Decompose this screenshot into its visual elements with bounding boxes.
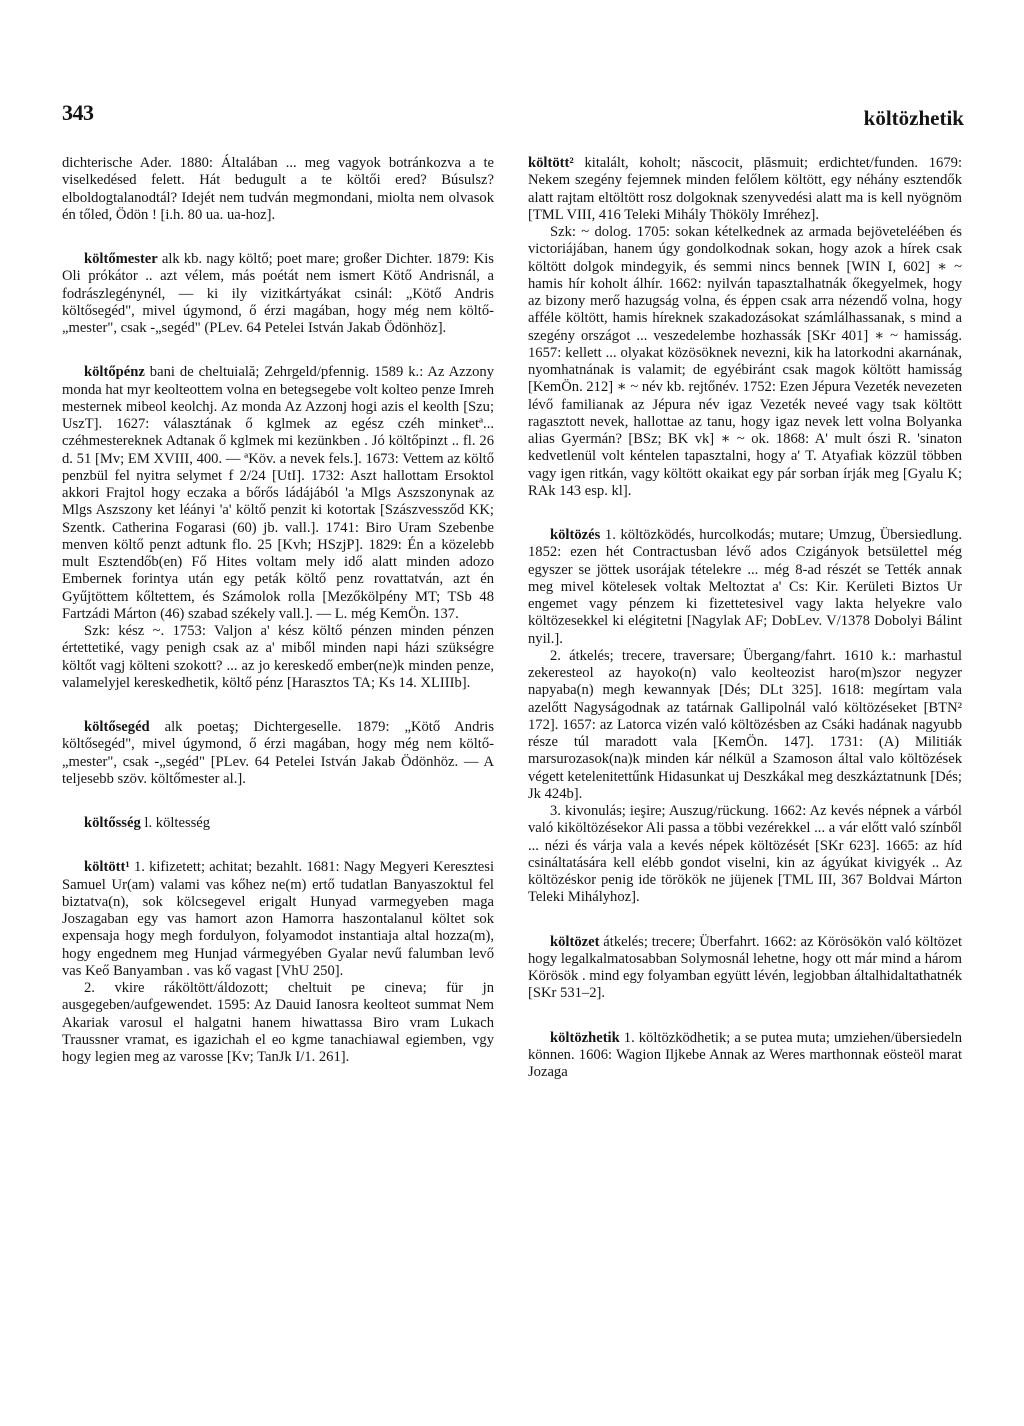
entry-koltott-2 <box>528 155 962 500</box>
entry-text <box>62 719 494 788</box>
entry-koltozhetik <box>528 1030 962 1082</box>
entry-koltosegéd <box>62 719 494 788</box>
subsense: 2. vkire ráköltött/áldozott; cheltuit pe cineva; für jn ausgegeben/aufgewendet. 1595: Az Dauid Ianosra keolteot summat Nem Akariak varosul el halgatni hanem hiwattassa Biro vram Lukach Traussner vramat, es igazichah el eo kgme tanachiawal egiemben, vgy hogy legien meg az varosse [Kv; TanJk I/1. 261]. <box>62 980 494 1065</box>
right-column <box>528 155 962 1108</box>
entry-continued <box>62 155 494 224</box>
left-column <box>62 155 494 1093</box>
entry-koltozes <box>528 527 962 907</box>
entry-text <box>528 527 962 648</box>
page-number: 343 <box>62 100 94 125</box>
definition: kitalált, koholt; născocit, plăsmuit; erdichtet/funden. 1679: Nekem szegény fejemnek minden felőlem költött, egy néhány esztendők alatt rajtam eltöltött rosz dolgoknak szenyvedési alatt ma is kell nyögnöm [TML VIII, 416 Teleki Mihály Thököly Imréhez]. <box>528 155 962 223</box>
subsense: 3. kivonulás; ieşire; Auszug/rückung. 1662: Az kevés népnek a várból való kiköltözésekor Ali passa a többi vezérekkel ... a vár előtt való színből ... nézi és várja vala a kevés népek költözését [SKr 623]. 1665: az híd csináltatására kell elébb gondot viselni, kin az ágyúkat kivigyék .. Az költözéskor penig ide törökök ne jüjenek [TML III, 367 Boldvai Márton Teleki Mihályhoz]. <box>528 803 962 906</box>
headword: költözhetik <box>550 1029 620 1046</box>
headword: költőpénz <box>84 364 145 381</box>
headword: költött² <box>528 155 574 171</box>
headword: költősség <box>84 815 141 831</box>
subsense: Szk: kész ~. 1753: Valjon a' kész költő pénzen minden pénzen értettetiké, vagy penigh csak az a' miből minden napi házi szükségre költőt vagj költeni szokott? ... az jo kereskedő ember(ne)k minden penze, valamelyjel kereskedhetik, költő pénz [Harasztos TA; Ks 14. XLIIIb]. <box>62 623 494 691</box>
definition: l. költesség <box>144 815 211 831</box>
headword: költözet <box>550 933 600 950</box>
entry-text <box>528 155 962 224</box>
definition: 1. költözködhetik; a se putea muta; umziehen/übersiedeln können. 1606: Wagion Iljkebe Annak az Weres marthonnak eösteöl marat Jozaga <box>528 1029 962 1080</box>
entry-koltomester <box>62 251 494 337</box>
entry-koltosseg <box>62 815 494 832</box>
running-head: költözhetik <box>863 106 964 130</box>
entry-text: dichterische Ader. 1880: Általában ... meg vagyok botránkozva a te viselkedésed felett. Hát bedugult a te költői ered? Búsulsz? elboldogtalanodtál? Idejét nem tudván megmondani, miolta nem olvasok én tőled, Ödön ! [i.h. 80 ua. ua-hoz]. <box>62 155 494 223</box>
headword: költősegéd <box>84 719 150 735</box>
headword: költőmester <box>84 251 158 267</box>
entry-text <box>62 815 494 832</box>
subsense: Szk: ~ dolog. 1705: sokan kételkednek az armada bejöveteléében és victoriájában, hanem úgy gondolkodnak sokan, hogy azok a hírek csak költött dolgok mindegyik, és semmi nincs bennek [WIN I, 602] ∗ ~ hamis hír koholt álhír. 1662: nyilván tapasztalhatnák őkegyelmek, hogy az bizony merő hazugság volna, és éppen csak arra nézendő volna, hogy afféle költött, hamis híreknek szakadozásokat számlálhassanak, s mind a szegény országot ... veszedelembe hozhassák [SKr 401] ∗ ~ hamisság. 1657: kellett ... olyakat közösöknek nevezni, kik ha latorkodni akarnának, nyomhatnának is valamit; de egyébiránt csak magok költött hamisság [KemÖn. 212] ∗ ~ név kb. rejtőnév. 1752: Ezen Jépura Vezeték nevezeten lévő familianak az Jépura név igaz Vezeték neveé vagy tsak költött ragasztott nevek, hallottae az tanu, hogy igaz nevek lett volna Bolyanka alias Gyermán? [BSz; BK vk] ∗ ~ ok. 1868: A' mult ószi R. 'sinaton kedvetlenül volt kéntelen tapasztalni, hogy a' T. Atyafiak közzül többen vagy igen ritkán, vagy költött okaikat egy pár sorban írják meg [Gyalu K; RAk 143 esp. kl]. <box>528 224 962 499</box>
headword: költött¹ <box>84 859 130 876</box>
entry-text <box>528 934 962 1003</box>
entry-text <box>62 364 494 623</box>
entry-text <box>528 1030 962 1082</box>
entry-koltopenz <box>62 364 494 692</box>
definition: alk kb. nagy költő; poet mare; großer Dichter. 1879: Kis Oli prókátor .. azt vélem, más poétát nem ismert Kötő Andrisnál, a fodrászlegénynél, — ki ily vizitkártyákat csinál: „Kötő Andris költősegéd", mivel úgymond, ő érzi magában, hogy még nem költő-„mester", csak -„segéd" (PLev. 64 Petelei István Jakab Ödönhöz]. <box>62 251 494 336</box>
headword: költözés <box>550 527 601 543</box>
entry-text <box>62 859 494 980</box>
definition: bani de cheltuială; Zehrgeld/pfennig. 1589 k.: Az Azzony monda hat myr keolteottem volna en betegsegebe volt kolteo penze Imreh mesternek mibeol keolchj. Az monda Az Azzonj hogi azis el keolth [Szu; UszT]. 1627: választának ő kglmek az egész czéh minketª... czéhmestereknek Adtanak ő kglmek mi kezünkben . Jó költőpinzt .. fl. 26 d. 51 [Mv; EM XVIII, 400. — ªKöv. a nevek fels.]. 1673: Vettem az költő penzbül fel nyitra selymet f 2/24 [UtI]. 1732: Aszt hallottam Ersoktol akkori Frajtol hogy eczaka a bőrős ládájából 'a Mlgs Aszszonynak az Mlgs Aszszony ket léányi 'a' költő penzit ki kotortak [Szászvessződ KK; Szentk. Catherina Fogarasi (60) jb. vall.]. 1741: Biro Uram Szebenbe menven költő penzt adtunk flo. 25 [Kvh; HSzjP]. 1829: Én a közelebb mult Esztendőb(en) Fő Hites voltam mely idő alatt minden adozo Embernek forintya után egy peták költő penz rovattatván, azt én Gyűjtöttem kőltettem, és Számolok rolla [Mezőkölpény MT; TSb 48 Fartzádi Márton (46) szabad székely vall.]. — L. még KemÖn. 137. <box>62 364 494 622</box>
entry-text <box>62 251 494 337</box>
definition: 1. költözködés, hurcolkodás; mutare; Umzug, Übersiedlung. 1852: ezen hét Contractusban lévő ados Czigányok betsülettel még egyszer se jöttek usorájak tételekre ... még 8-ad részét se Tették annak meg mivel kötelesek voltak Meltoztat a' Cs: Kir. Kerületi Biztos Ur engemet vagy pénzem ki fizettetesivel vagy lakta helyekre valo költözesekkel ki elégitetni [Nagylak AF; DobLev. V/1378 Dobolyi Bálint nyil.]. <box>528 527 963 647</box>
entry-koltozet <box>528 934 962 1003</box>
definition: átkelés; trecere; Überfahrt. 1662: az Körösökön való költözet hogy legalkalmatosabban Solymosnál lehetne, hogy ott már mind a három Körösök . mind egy folyamban együtt lévén, legjobban általhidaltathatnék [SKr 531–2]. <box>528 933 962 1002</box>
subsense: 2. átkelés; trecere, traversare; Übergang/fahrt. 1610 k.: marhastul zekeresteol az hayoko(n) valo keolteozist haro(m)szor negyzer napyaba(n) megh kewannyak [Dés; DLt 325]. 1618: megírtam vala azelőtt Nagyságodnak az tatárnak Gallipolnál való költözéseket [BTN² 172]. 1657: az Latorca vizén való költözésben az Csáki hadának nagyubb része túl maradott vala [KemÖn. 147]. 1731: (A) Militiák marsurozasok(na)k minden kár nélkül a Szamoson által valo költözések végett ketelenitettűnk Hidasunkat uj Deszkákal meg deszkáztatnunk [Dés; Jk 424b]. <box>528 647 962 802</box>
definition: 1. kifizetett; achitat; bezahlt. 1681: Nagy Megyeri Keresztesi Samuel Ur(am) valami vas kőhez ne(m) ertő tudatlan Banyaszoktul fel biztatva(n), sok kölcsegevel erigalt Hunyad varmegyeben maga Joszagaban egy vas hamort azon Hamorra haszontalanul költet sok expensaja hogy megh fordulyon, folyamodot instantiaja altal hozza(m), hogy engednem meg Hunjad vármegyében Gyalar nevű falumban levő vas Keő Banyamban . vas kő vagast [VhU 250]. <box>62 859 494 979</box>
definition: alk poetaş; Dichtergeselle. 1879: „Kötő Andris költősegéd", mivel úgymond, ő érzi magában, hogy még nem költő-„mester", csak -„segéd" [PLev. 64 Petelei István Jakab Ödönhöz. — A teljesebb szöv. költőmester al.]. <box>62 719 494 787</box>
entry-koltott-1 <box>62 859 494 1066</box>
